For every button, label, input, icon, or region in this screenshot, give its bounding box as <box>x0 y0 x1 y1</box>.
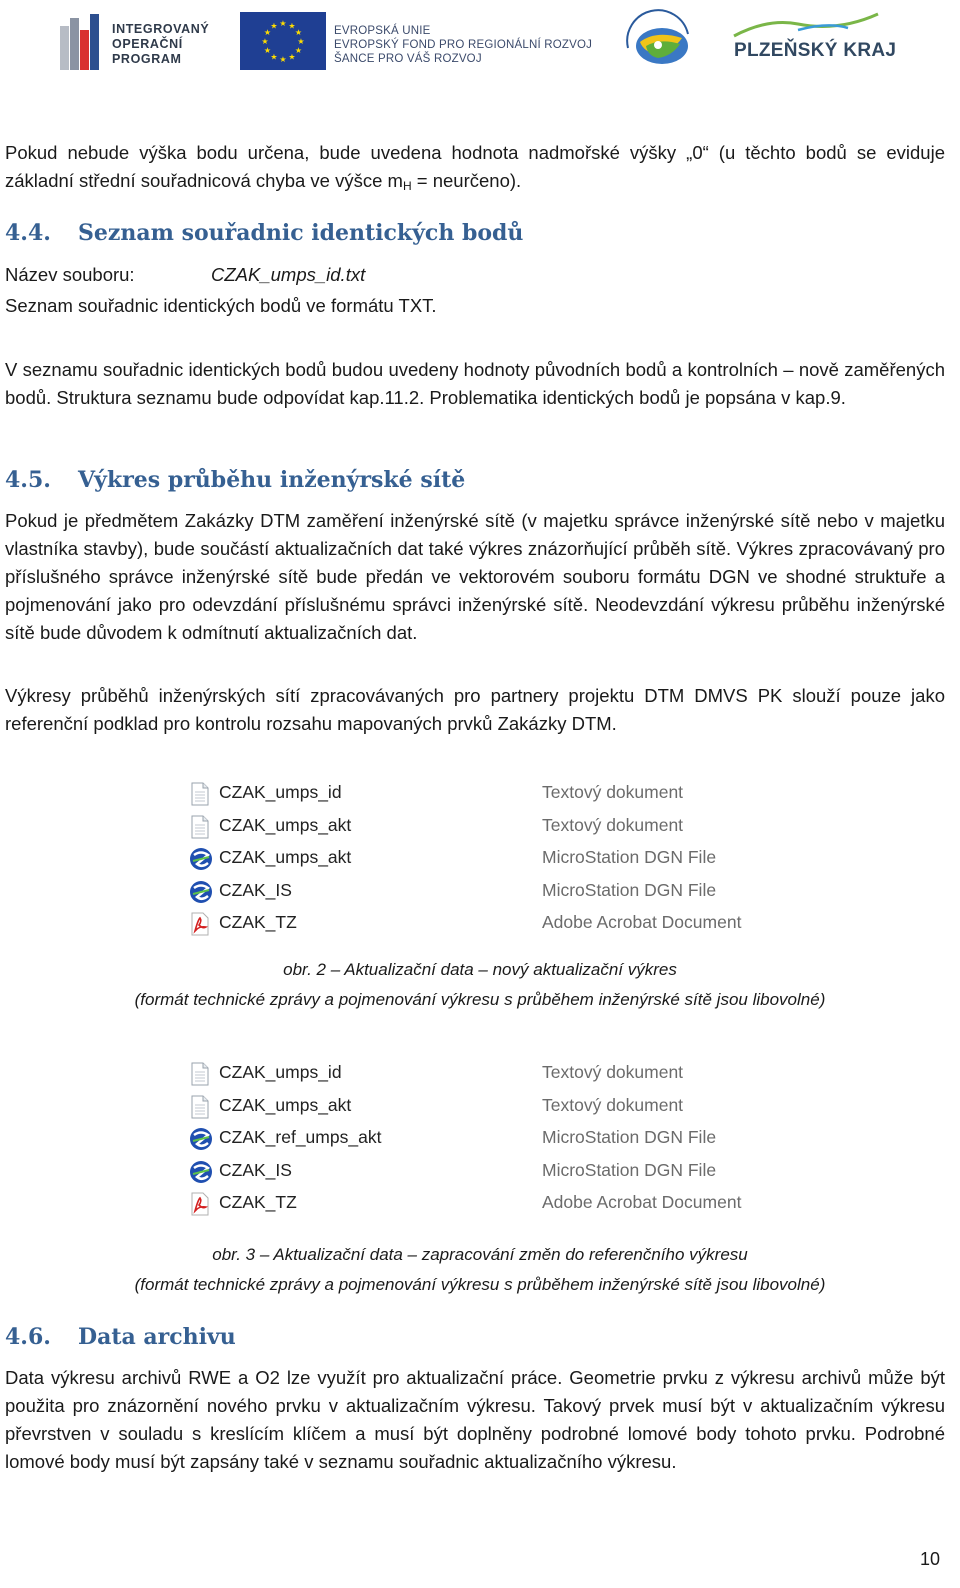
section-4-5-paragraph-1: Pokud je předmětem Zakázky DTM zaměření inženýrské sítě (v majetku správce inženýrské sítě nebo v majetku vlastníka stavby), bude součástí aktualizačních dat také výkres znázorňující průběh sítě. Výkres zpracovávaný pro příslušného správce inženýrské sítě bude předán ve vektorovém souboru formátu DGN ve shodné struktuře a pojmenování jako pro odevzdání příslušnému správci inženýrské sítě. Neodevzdání výkresu průběhu inženýrské sítě bude důvodem k odmítnutí aktualizačních dat. <box>5 510 945 643</box>
file-row <box>185 1123 775 1156</box>
file-row <box>185 843 775 876</box>
svg-text:★: ★ <box>263 28 272 37</box>
figure-3-caption-line-1: obr. 3 – Aktualizační data – zapracování změn do referenčního výkresu <box>212 1245 748 1264</box>
file-type: MicroStation DGN File <box>542 1159 717 1180</box>
section-4-6-paragraph: Data výkresu archivů RWE a O2 lze využít pro aktualizační práce. Geometrie prvku z výkresu archivů může být použita pro znázornění nového prvku v aktualizačním výkresu. Takový prvek musí být v aktualizačním výkresu převrstven v souladu s kreslícím klíčem a musí být doplněny podrobné lomové body tohoto prvku. Podrobné lomové body musí být zapsány také v seznamu souřadnic aktualizačního výkresu. <box>5 1367 945 1472</box>
file-type: MicroStation DGN File <box>542 847 717 867</box>
section-title: Výkres průběhu inženýrské sítě <box>78 467 466 493</box>
file-name: CZAK_IS <box>219 879 292 900</box>
section-4-5-paragraph-2: Výkresy průběhů inženýrských sítí zpracovávaných pro partnery projektu DTM DMVS PK slouží pouze jako referenční podklad pro kontrolu rozsahu mapovaných prvků Zakázky DTM. <box>5 685 945 734</box>
section-4-4-paragraph: V seznamu souřadnic identických bodů budou uvedeny hodnoty původních bodů a kontrolních – nově zaměřených bodů. Struktura seznamu bude odpovídat kap.11.2. Problematika identických bodů je popsána v kap.9. <box>5 359 945 408</box>
iop-logo-text: INTEGROVANÝ OPERAČNÍ PROGRAM <box>112 22 210 66</box>
svg-text:★: ★ <box>288 21 296 31</box>
section-number: 4.5. <box>5 467 51 493</box>
file-name: CZAK_TZ <box>219 912 297 932</box>
file-row <box>185 1156 775 1189</box>
svg-text:★: ★ <box>294 28 303 37</box>
file-name: CZAK_TZ <box>219 1192 297 1212</box>
file-type: MicroStation DGN File <box>542 879 717 900</box>
file-row <box>185 1091 775 1124</box>
file-name: CZAK_umps_akt <box>219 814 352 835</box>
figure-3-file-list <box>185 1058 775 1221</box>
file-name-value: CZAK_umps_id.txt <box>211 264 366 285</box>
file-row <box>185 1058 775 1091</box>
text-file-icon <box>189 815 211 839</box>
section-number: 4.4. <box>5 220 51 246</box>
eu-flag-icon <box>240 12 326 70</box>
svg-text:★: ★ <box>294 46 303 55</box>
file-name: CZAK_ref_umps_akt <box>219 1127 382 1147</box>
file-name: CZAK_umps_id <box>219 1062 342 1082</box>
file-type: Textový dokument <box>542 1062 684 1082</box>
section-title: Seznam souřadnic identických bodů <box>78 220 524 246</box>
pdf-icon <box>189 1192 211 1216</box>
text-file-icon <box>189 1095 211 1119</box>
file-row <box>185 778 775 811</box>
file-type: MicroStation DGN File <box>542 1127 717 1147</box>
plzensky-kraj-logo <box>728 8 913 76</box>
file-row <box>185 908 775 941</box>
microstation-icon <box>189 880 211 904</box>
figure-3-caption-line-2: (formát technické zprávy a pojmenování výkresu s průběhem inženýrské sítě jsou libovolné) <box>134 1275 826 1294</box>
file-type: Adobe Acrobat Document <box>542 912 742 932</box>
figure-2-caption-line-1: obr. 2 – Aktualizační data – nový aktualizační výkres <box>283 960 677 979</box>
section-title: Data archivu <box>78 1324 236 1350</box>
svg-text:★: ★ <box>261 37 269 46</box>
svg-text:★: ★ <box>270 21 278 31</box>
section-number: 4.6. <box>5 1324 51 1350</box>
file-type: Textový dokument <box>542 782 684 802</box>
svg-text:★: ★ <box>279 19 287 28</box>
page-number: 10 <box>920 1549 941 1569</box>
plzensky-kraj-text: PLZEŇSKÝ KRAJ <box>734 40 897 61</box>
file-type: Textový dokument <box>542 1094 684 1115</box>
file-name: CZAK_umps_akt <box>219 1094 352 1115</box>
file-name: CZAK_IS <box>219 1159 292 1180</box>
svg-text:★: ★ <box>288 52 296 62</box>
file-name: CZAK_umps_akt <box>219 847 352 867</box>
file-row <box>185 1188 775 1221</box>
figure-2-file-list <box>185 778 775 941</box>
intro-paragraph: Pokud nebude výška bodu určena, bude uvedena hodnota nadmořské výšky „0“ (u těchto bodů se eviduje základní střední souřadnicová chyba ve výšce $m_H$ = neurčeno). <box>5 142 945 193</box>
format-line: Seznam souřadnic identických bodů ve formátu TXT. <box>5 295 437 316</box>
figure-2-caption-line-2: (formát technické zprávy a pojmenování výkresu s průběhem inženýrské sítě jsou libovolné) <box>134 990 826 1009</box>
svg-text:★: ★ <box>297 37 305 46</box>
file-type: Textový dokument <box>542 814 684 835</box>
file-row <box>185 876 775 909</box>
microstation-icon <box>189 1160 211 1184</box>
svg-text:★: ★ <box>263 46 272 55</box>
file-name: CZAK_umps_id <box>219 782 342 802</box>
text-file-icon <box>189 782 211 806</box>
svg-text:★: ★ <box>270 52 278 62</box>
file-row <box>185 811 775 844</box>
microstation-icon <box>189 1127 211 1151</box>
section-4-4-heading <box>5 218 523 248</box>
ministry-logo <box>616 8 706 76</box>
iop-bars-graphic <box>60 12 106 70</box>
file-name-row <box>5 261 366 289</box>
ministry-logo-text <box>616 8 634 9</box>
file-type: Adobe Acrobat Document <box>542 1192 742 1212</box>
header-logos <box>0 8 960 76</box>
svg-text:★: ★ <box>279 55 287 64</box>
section-4-5-heading <box>5 465 465 495</box>
pdf-icon <box>189 912 211 936</box>
file-name-label: Název souboru: <box>5 264 135 285</box>
eu-logo-text: EVROPSKÁ UNIE EVROPSKÝ FOND PRO REGIONÁLNÍ ROZVOJ ŠANCE PRO VÁŠ ROZVOJ <box>334 25 593 65</box>
iop-logo <box>60 8 220 76</box>
eu-logo <box>240 8 593 76</box>
microstation-icon <box>189 847 211 871</box>
section-4-6-heading <box>5 1322 236 1352</box>
text-file-icon <box>189 1062 211 1086</box>
